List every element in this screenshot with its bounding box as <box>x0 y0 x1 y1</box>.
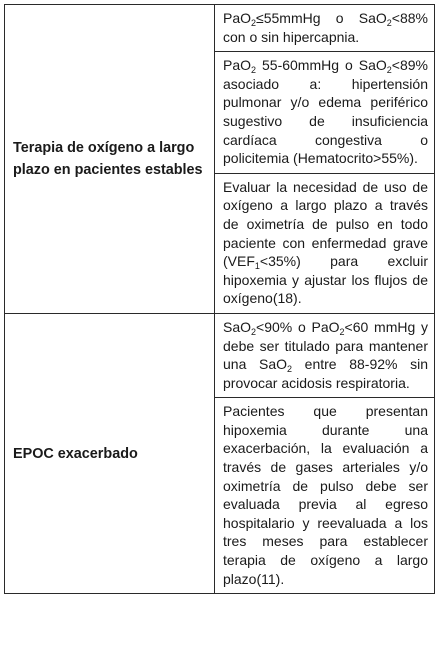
subscript: 2 <box>386 18 392 28</box>
table-row <box>5 5 435 52</box>
subscript: 2 <box>251 18 257 28</box>
criteria-cell <box>215 313 435 397</box>
criteria-text: PaO$_2$ 55-60mmHg o SaO$_2$<89% asociado a: hipertensión pulmonar y/o edema periférico sugestivo de insuficiencia cardíaca congestiva o policitemia (Hematocrito>55%). <box>223 57 428 167</box>
oxygen-therapy-table <box>4 4 435 594</box>
subscript: 1 <box>254 261 260 272</box>
criteria-text: Pacientes que presentan hipoxemia durante una exacerbación, la evaluación a través de gases arteriales y/o oximetría de pulso debe ser evaluada previa al egreso hospitalario y reevaluada a los tres meses para establecer terapia de oxígeno a largo plazo(11). <box>223 403 428 587</box>
criteria-text: Evaluar la necesidad de uso de oxígeno a largo plazo a través de oximetría de pulso en todo paciente con enfermedad grave $(VEF_1<35\%)$ para excluir hipoxemia y ajustar los flujos de oxígeno(18). <box>223 178 428 307</box>
criteria-text: PaO$_2$≤55mmHg o SaO$_2$<88% con o sin hipercapnia. <box>223 10 428 45</box>
criteria-cell <box>215 398 435 594</box>
criteria-cell <box>215 52 435 174</box>
table-row <box>5 313 435 397</box>
criteria-text: SaO$_2$<90% o PaO$_2$<60 mmHg y debe ser titulado para mantener una SaO$_2$ entre 88-92% sin provocar acidosis respiratoria. <box>223 318 429 391</box>
subscript: 2 <box>386 65 392 76</box>
criteria-cell <box>215 5 435 52</box>
criteria-cell <box>215 173 435 313</box>
subscript: 2 <box>287 364 293 375</box>
subscript: 2 <box>251 326 257 337</box>
row-label-copd-exacerbation: EPOC exacerbado <box>5 313 215 593</box>
subscript: 2 <box>251 65 257 76</box>
subscript: 2 <box>339 326 345 337</box>
row-label-stable-patients: Terapia de oxígeno a largo plazo en pacientes estables <box>5 5 215 314</box>
